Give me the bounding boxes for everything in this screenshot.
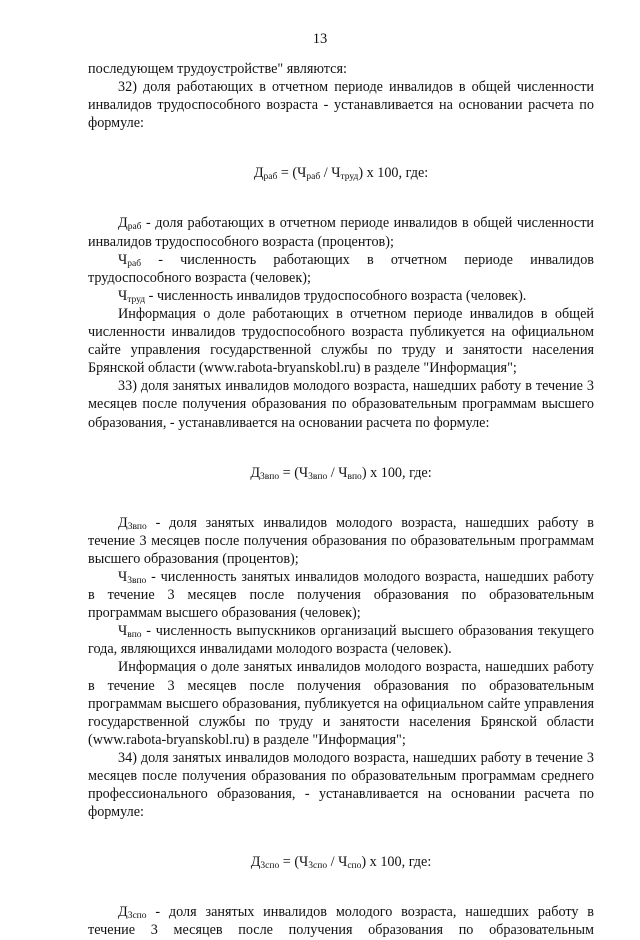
definition-subscript: впо (127, 630, 142, 641)
formula (88, 164, 594, 182)
formula-subscript: труд (340, 172, 359, 183)
formula-definition (88, 514, 594, 568)
formula-definition (88, 568, 594, 622)
paragraph: последующем трудоустройстве" являются: (88, 61, 347, 77)
definition-symbol: Д (118, 904, 128, 921)
definition-text: - численность инвалидов трудоспособного возраста (человек). (145, 287, 527, 304)
formula-subscript: впо (347, 471, 362, 482)
definition-text: - доля занятых инвалидов молодого возраста, нашедших работу в течение 3 месяцев после получения образования по образовательным программам высшего образования (процентов); (88, 514, 594, 567)
paragraph: 34) доля занятых инвалидов молодого возраста, нашедших работу в течение 3 месяцев после получения образования по образовательным программам среднего профессионального образования, - устанавливается на основании расчета по формуле: (88, 749, 594, 821)
formula-text: / Ч (320, 165, 341, 182)
formula-text: / Ч (327, 854, 348, 871)
formula-subscript: 3спо (260, 861, 280, 872)
definition-subscript: 3впо (127, 575, 147, 586)
formula-definition (88, 251, 594, 287)
formula-subscript: 3впо (260, 471, 280, 482)
definition-symbol: Ч (118, 251, 128, 268)
formula-symbol: Д (250, 854, 261, 871)
definition-text: - численность выпускников организаций высшего образования текущего года, являющихся инвалидами молодого возраста (человек). (88, 623, 594, 658)
formula-text: = (Ч (279, 464, 309, 481)
formula-definition (88, 214, 594, 250)
paragraph: 33) доля занятых инвалидов молодого возраста, нашедших работу в течение 3 месяцев после получения образования по образовательным программам высшего образования, - устанавливается на основании расчета по формуле: (88, 378, 594, 431)
formula-subscript: 3впо (308, 471, 328, 482)
paragraph: Информация о доле занятых инвалидов молодого возраста, нашедших работу в течение 3 месяцев после получения образования по образовательным программам высшего образования, публикуется на официальном сайте управления государственной службы по труду и занятости населения Брянской области (www.rabota-bryanskobl.ru) в разделе "Информация"; (88, 659, 594, 748)
definition-text: - численность работающих в отчетном периоде инвалидов трудоспособного возраста (человек); (88, 251, 594, 286)
formula-text: = (Ч (277, 165, 307, 182)
definition-subscript: 3спо (127, 911, 147, 922)
formula-definition (88, 903, 594, 939)
definition-symbol: Ч (118, 623, 128, 640)
formula-text: ) х 100, где: (361, 464, 432, 481)
definition-text: - доля занятых инвалидов молодого возраста, нашедших работу в течение 3 месяцев после получения образования по образовательным (88, 904, 594, 939)
formula-symbol: Д (250, 464, 261, 481)
formula-subscript: раб (306, 172, 321, 183)
formula (88, 853, 594, 871)
definition-subscript: раб (127, 222, 142, 233)
definition-symbol: Д (118, 215, 128, 232)
formula-text: ) х 100, где: (358, 165, 429, 182)
formula-text: ) х 100, где: (361, 854, 432, 871)
formula-subscript: 3спо (308, 861, 328, 872)
definition-text: - численность занятых инвалидов молодого возраста, нашедших работу в течение 3 месяцев после получения образования по образовательным программам высшего образования (человек); (88, 568, 594, 622)
paragraph: 32) доля работающих в отчетном периоде инвалидов в общей численности инвалидов трудоспособного возраста - устанавливается на основании расчета по формуле: (88, 79, 594, 132)
page-number: 13 (312, 31, 328, 47)
formula-text: / Ч (327, 464, 348, 481)
formula-definition (88, 622, 594, 658)
paragraph: Информация о доле работающих в отчетном периоде инвалидов в общей численности инвалидов трудоспособного возраста публикуется на официальном сайте управления государственной службы по труду и занятости населения Брянской области (www.rabota-bryanskobl.ru) в разделе "Информация"; (88, 305, 594, 377)
formula-text: = (Ч (279, 854, 309, 871)
formula-definition (88, 287, 594, 305)
definition-text: - доля работающих в отчетном периоде инвалидов в общей численности инвалидов трудоспособного возраста (процентов); (88, 215, 594, 250)
formula-subscript: спо (347, 861, 362, 872)
definition-subscript: труд (127, 294, 146, 305)
document-body (88, 60, 594, 940)
formula-subscript: раб (263, 172, 278, 183)
formula (88, 464, 594, 482)
definition-subscript: 3впо (127, 521, 147, 532)
definition-symbol: Ч (118, 287, 128, 304)
definition-symbol: Ч (118, 568, 128, 585)
definition-symbol: Д (118, 514, 128, 531)
definition-subscript: раб (127, 258, 142, 269)
formula-symbol: Д (253, 165, 264, 182)
